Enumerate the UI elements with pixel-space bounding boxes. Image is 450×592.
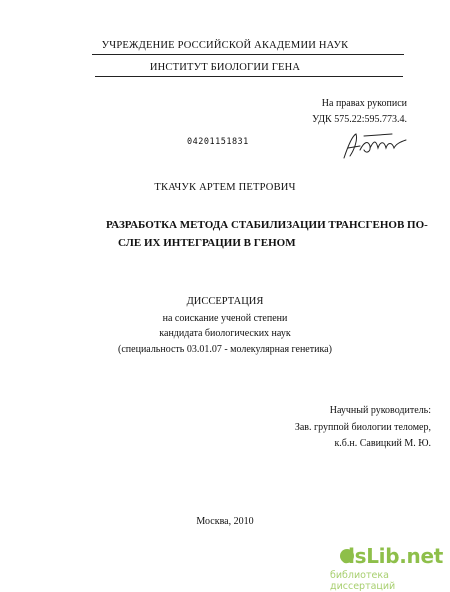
thesis-title-line-1: РАЗРАБОТКА МЕТОДА СТАБИЛИЗАЦИИ ТРАНСГЕНОВ ПО-: [106, 219, 428, 231]
institution-name: УЧРЕЖДЕНИЕ РОССИЙСКОЙ АКАДЕМИИ НАУК: [101, 40, 349, 51]
dissertation-heading: ДИССЕРТАЦИЯ: [186, 296, 264, 307]
document-number: 04201151831: [187, 137, 249, 147]
institute-name: ИНСТИТУТ БИОЛОГИИ ГЕНА: [149, 62, 301, 73]
city-year: Москва, 2010: [196, 516, 254, 527]
header-divider-top: [92, 54, 404, 55]
thesis-title-line-2: СЛЕ ИХ ИНТЕГРАЦИИ В ГЕНОМ: [118, 237, 296, 249]
watermark-logo: dsLib.net: [340, 544, 443, 568]
supervisor-position: Зав. группой биологии теломер,: [294, 422, 431, 433]
manuscript-rights-note: На правах рукописи: [321, 98, 407, 109]
degree-line-1: на соискание ученой степени: [162, 313, 288, 324]
watermark-subtitle: библиотека диссертаций: [330, 570, 396, 592]
handwritten-signature: [340, 128, 410, 162]
author-name: ТКАЧУК АРТЕМ ПЕТРОВИЧ: [154, 182, 296, 193]
watermark: [330, 544, 445, 592]
supervisor-name: к.б.н. Савицкий М. Ю.: [334, 438, 431, 449]
specialty-line: (специальность 03.01.07 - молекулярная генетика): [118, 344, 332, 355]
degree-line-2: кандидата биологических наук: [159, 328, 291, 339]
udk-code: УДК 575.22:595.773.4.: [312, 114, 407, 125]
supervisor-label: Научный руководитель:: [329, 405, 431, 416]
header-divider-bottom: [95, 76, 403, 77]
